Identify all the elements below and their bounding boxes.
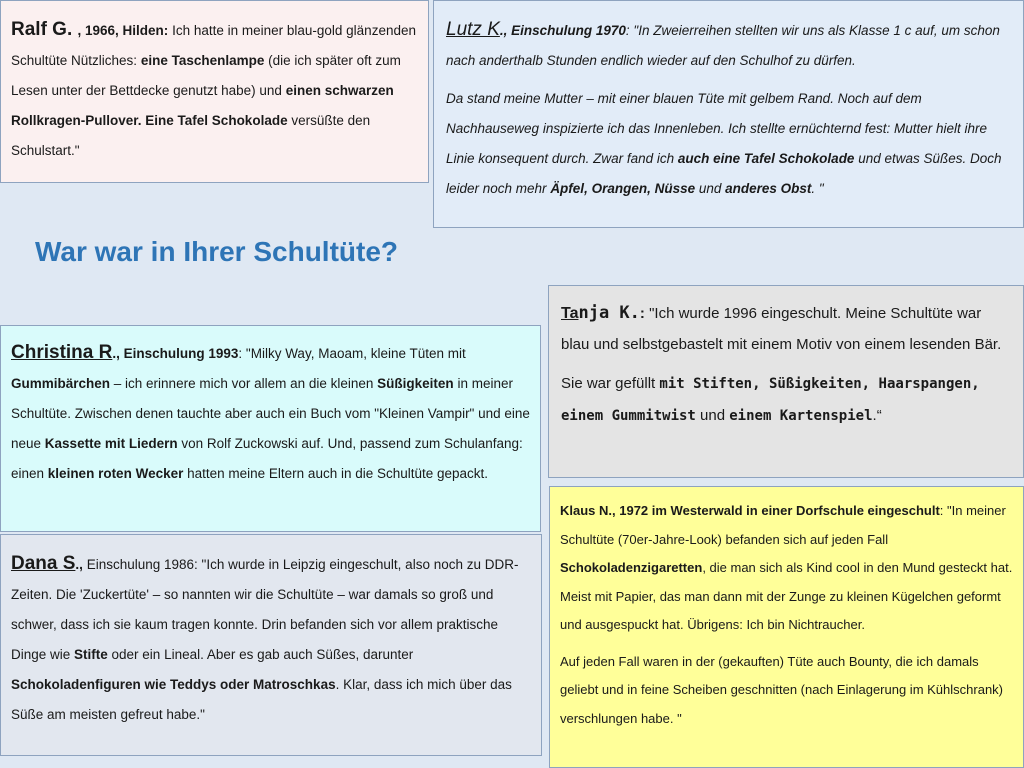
quote-highlight: auch eine Tafel Schokolade [677,151,855,166]
quote-segment: , die man sich als Kind cool in den Mund gesteckt hat. Meist mit Papier, das man dann mit der Zunge zu kleinen Kügelchen geformt und ausgespuckt hat. Übrigens: Ich bin Nichtraucher. [560,560,1013,632]
quote-card-lutz [433,0,1024,228]
quote-highlight: Schokoladenfiguren wie Teddys oder Matroschkas [11,677,336,692]
quote-text [11,15,416,166]
quote-segment: : "Milky Way, Maoam, kleine Tüten mit [238,346,466,361]
quote-segment: "Ich wurde 1996 eingeschult. Meine Schultüte war blau und selbstgebastelt mit einem Motiv von einem lesenden Bär. [561,305,1002,353]
quote-author-rest: nja K. [578,303,640,323]
quote-highlight: einen schwarzen Rollkragen-Pullover. Eine Tafel Schokolade [11,83,394,128]
quote-segment: – ich erinnere mich vor allem an die kleinen [110,376,378,391]
quote-segment: .“ [872,407,882,424]
quote-card-christina [0,325,541,532]
quote-author: Dana S [11,553,76,574]
quote-highlight: mit Stiften, Süßigkeiten, Haarspangen, einem Gummitwist [561,376,980,424]
quote-highlight: anderes Obst [725,181,812,196]
quote-highlight: eine Taschenlampe [140,53,265,68]
quote-highlight: Kassette mit Liedern [44,436,178,451]
quote-meta: ., [75,557,83,572]
quote-segment: versüßte den Schulstart." [11,113,371,158]
quote-highlight: kleinen roten Wecker [47,466,184,481]
quote-meta: ., Einschulung 1993 [112,346,239,361]
quote-paragraph: Auf jeden Fall waren in der (gekauften) Tüte auch Bounty, die ich damals geliebt und in feine Scheiben geschnitten (nach Einlagerung im Kühlschrank) verschlungen habe. " [560,653,1004,726]
quote-paragraph [561,298,1013,360]
quote-segment: : "In meiner Schultüte (70er-Jahre-Look) befanden sich auf jeden Fall [560,503,1006,547]
quote-meta: ., Einschulung 1970 [499,23,626,38]
quote-paragraph [446,84,1013,204]
quote-card-ralf [0,0,429,183]
quote-author: Klaus N., 1972 im Westerwald in einer Dorfschule eingeschult [560,503,940,518]
quote-author: Lutz K [446,19,500,40]
quote-segment: : "In Zweierreihen stellten wir uns als Klasse 1 c auf, um schon nach anderthalb Stunden endlich wieder auf den Schulhof zu dürfen. [446,23,1000,68]
quote-paragraph [446,15,1013,76]
quote-author: Ralf G. [11,19,78,40]
quote-paragraph [560,497,1013,640]
quote-segment: oder ein Lineal. Aber es gab auch Süßes, darunter [107,647,414,662]
quote-highlight: Stifte [74,647,108,662]
quote-card-tanja [548,285,1024,478]
quote-segment: Einschulung 1986: "Ich wurde in Leipzig eingeschult, also noch zu DDR-Zeiten. Die 'Zuckertüte' – so nannten wir die Schultüte – war damals so groß und schwer, dass ich sie kaum tragen konnte. Drin befanden sich vor allem praktische Dinge wie [11,557,519,662]
quote-segment: und [695,181,726,196]
quote-segment: Sie war gefüllt [561,375,660,392]
quote-segment: Ich hatte in meiner blau-gold glänzenden Schultüte Nützliches: [11,23,416,68]
quote-highlight: einem Kartenspiel [729,408,873,424]
quote-segment: von Rolf Zuckowski auf. Und, passend zum Schulanfang: einen [11,436,523,481]
quote-highlight: Schokoladenzigaretten [560,560,703,575]
quote-highlight: Gummibärchen [11,376,111,391]
quote-segment: in meiner Schultüte. Zwischen denen tauchte aber auch ein Buch vom "Kleinen Vampir" und eine neue [11,376,530,451]
quote-segment: (die ich später oft zum Lesen unter der Bettdecke genutzt habe) und [11,53,401,98]
quote-card-dana [0,534,542,756]
quote-highlight: Äpfel, Orangen, Nüsse [550,181,696,196]
quote-author: Ta [561,305,579,322]
quote-segment: Da stand meine Mutter – mit einer blauen Tüte mit gelbem Rand. Noch auf dem Nachhauseweg inspizierte ich das Innenleben. Ich stellte ernüchternd fest: Mutter hielt ihre Linie konsequent durch. Zwar fand ich [446,91,988,166]
quote-segment: . " [811,181,824,196]
quote-segment: . Klar, dass ich mich über das Süße am meisten gefreut habe." [11,677,512,722]
quote-text [11,549,531,730]
quote-segment: und etwas Süßes. Doch leider noch mehr [446,151,1002,196]
quote-author: Christina R [11,342,113,363]
quote-text [11,338,530,489]
quote-highlight: Süßigkeiten [377,376,454,391]
page-title: War war in Ihrer Schultüte? [35,236,399,267]
quote-meta: , 1966, Hilden: [77,23,169,38]
quote-segment: und [695,407,730,424]
quote-card-klaus [549,486,1024,768]
quote-segment: hatten meine Eltern auch in die Schultüte gepackt. [183,466,489,481]
quote-paragraph [561,368,1013,432]
quote-colon: : [639,305,645,322]
